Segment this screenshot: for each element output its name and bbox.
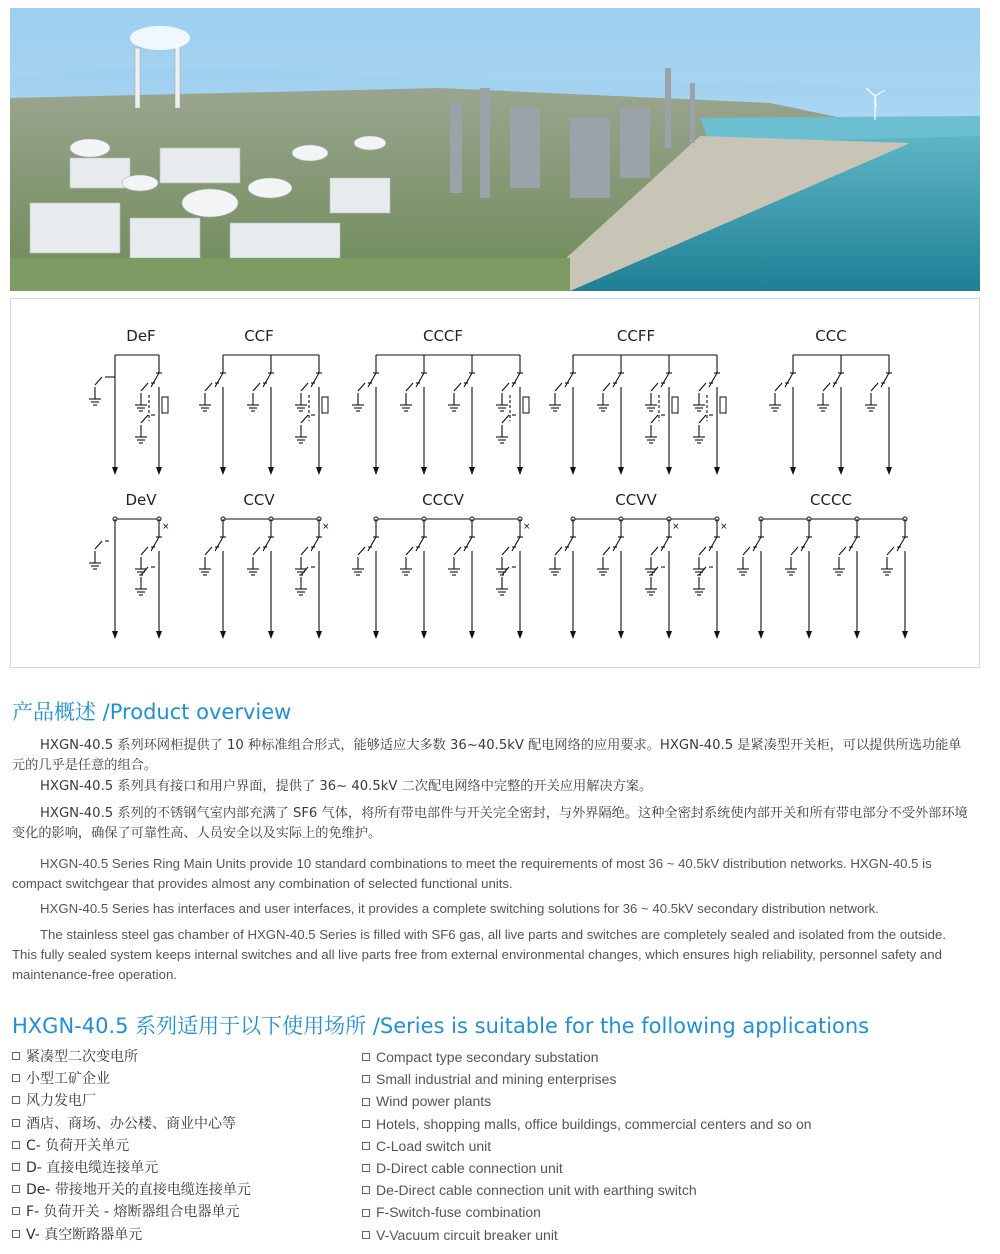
svg-text:×: × (322, 522, 330, 532)
square-bullet-icon (362, 1075, 370, 1083)
overview-cn-paragraph-2: HXGN-40.5 系列具有接口和用户界面，提供了 36~ 40.5kV 二次配电网络中完整的开关应用解决方案。 (40, 779, 653, 794)
diagram-cccc (737, 491, 908, 639)
list-item: C-Load switch unit (362, 1135, 812, 1157)
overview-cn-paragraph-1: HXGN-40.5 系列环网柜提供了 10 种标准组合形式，能够适应大多数 36~40.5kV 配电网络的应用要求。HXGN-40.5 是紧凑型开关柜，可以提供所选功能单元的几乎是任意的组合。 (12, 738, 962, 773)
square-bullet-icon (362, 1231, 370, 1239)
diagram-ccv (199, 491, 330, 639)
square-bullet-icon (12, 1230, 20, 1238)
svg-text:×: × (672, 522, 680, 532)
list-item: V- 真空断路器单元 (12, 1224, 251, 1246)
square-bullet-icon (362, 1053, 370, 1061)
svg-text:×: × (720, 522, 728, 532)
applications-list-cn (12, 1046, 251, 1246)
diagram-ccc (769, 327, 892, 475)
overview-en-paragraph-2: HXGN-40.5 Series has interfaces and user interfaces, it provides a complete switching solutions for 36 ~ 40.5kV secondary distribution network. (40, 901, 879, 916)
square-bullet-icon (12, 1052, 20, 1060)
square-bullet-icon (12, 1119, 20, 1127)
list-item: De-Direct cable connection unit with earthing switch (362, 1179, 812, 1201)
list-item: Wind power plants (362, 1090, 812, 1112)
list-item: V-Vacuum circuit breaker unit (362, 1224, 812, 1246)
list-item: 风力发电厂 (12, 1090, 251, 1112)
list-item: Small industrial and mining enterprises (362, 1068, 812, 1090)
square-bullet-icon (12, 1207, 20, 1215)
list-item: Hotels, shopping malls, office buildings, commercial centers and so on (362, 1113, 812, 1135)
diagram-label: CCF (244, 327, 274, 345)
square-bullet-icon (362, 1142, 370, 1150)
square-bullet-icon (362, 1164, 370, 1172)
list-item: 小型工矿企业 (12, 1068, 251, 1090)
diagram-cccv (352, 491, 531, 639)
svg-text:×: × (523, 522, 531, 532)
diagram-label: CCFF (616, 327, 656, 345)
diagram-label: CCCV (422, 491, 464, 509)
diagram-cccf (352, 327, 529, 475)
diagram-label: CCC (815, 327, 847, 345)
diagram-label: CCV (243, 491, 275, 509)
list-item: 紧凑型二次变电所 (12, 1046, 251, 1068)
single-line-diagram-panel (10, 298, 980, 668)
list-item: D-Direct cable connection unit (362, 1157, 812, 1179)
diagram-label: DeV (125, 491, 157, 509)
list-item: De- 带接地开关的直接电缆连接单元 (12, 1179, 251, 1201)
overview-en-paragraph-3: The stainless steel gas chamber of HXGN-40.5 Series is filled with SF6 gas, all live parts and switches are completely sealed and isolated from the outside. This fully sealed system keeps internal switches and all live parts free from external environmental changes, which ensures high reliability, personnel safety and maintenance-free operation. (12, 927, 946, 982)
square-bullet-icon (362, 1098, 370, 1106)
diagram-label: CCCF (422, 327, 464, 345)
diagram-label: CCCC (810, 491, 852, 509)
diagram-dev (89, 491, 170, 639)
overview-cn-paragraph-3: HXGN-40.5 系列的不锈钢气室内部充满了 SF6 气体，将所有带电部件与开关完全密封，与外界隔绝。这种全密封系统使内部开关和所有带电部分不受外部环境变化的影响，确保了可靠性高、人员安全以及实际上的免维护。 (12, 806, 968, 841)
square-bullet-icon (362, 1186, 370, 1194)
svg-text:×: × (162, 522, 170, 532)
square-bullet-icon (12, 1074, 20, 1082)
applications-list-en (362, 1046, 812, 1246)
diagram-ccf (199, 327, 328, 475)
overview-en-paragraph-1: HXGN-40.5 Series Ring Main Units provide 10 standard combinations to meet the requirements of most 36 ~ 40.5kV distribution networks. HXGN-40.5 is compact switchgear that provides almost any combination of selected functional units. (12, 856, 932, 891)
square-bullet-icon (362, 1120, 370, 1128)
industrial-plant-photo (10, 8, 980, 291)
diagram-ccff (549, 327, 726, 475)
square-bullet-icon (12, 1163, 20, 1171)
list-item: Compact type secondary substation (362, 1046, 812, 1068)
square-bullet-icon (362, 1209, 370, 1217)
diagram-label: CCVV (615, 491, 657, 509)
applications-title: HXGN-40.5 系列适用于以下使用场所 /Series is suitable for the following applications (12, 1014, 870, 1038)
list-item: F- 负荷开关 - 熔断器组合电器单元 (12, 1201, 251, 1223)
list-item: D- 直接电缆连接单元 (12, 1157, 251, 1179)
square-bullet-icon (12, 1185, 20, 1193)
list-item: 酒店、商场、办公楼、商业中心等 (12, 1113, 251, 1135)
list-item: F-Switch-fuse combination (362, 1201, 812, 1223)
diagram-label: DeF (126, 327, 156, 345)
diagram-def (89, 327, 168, 475)
square-bullet-icon (12, 1141, 20, 1149)
overview-title: 产品概述 /Product overview (12, 700, 292, 724)
square-bullet-icon (12, 1096, 20, 1104)
list-item: C- 负荷开关单元 (12, 1135, 251, 1157)
diagram-ccvv (549, 491, 728, 639)
